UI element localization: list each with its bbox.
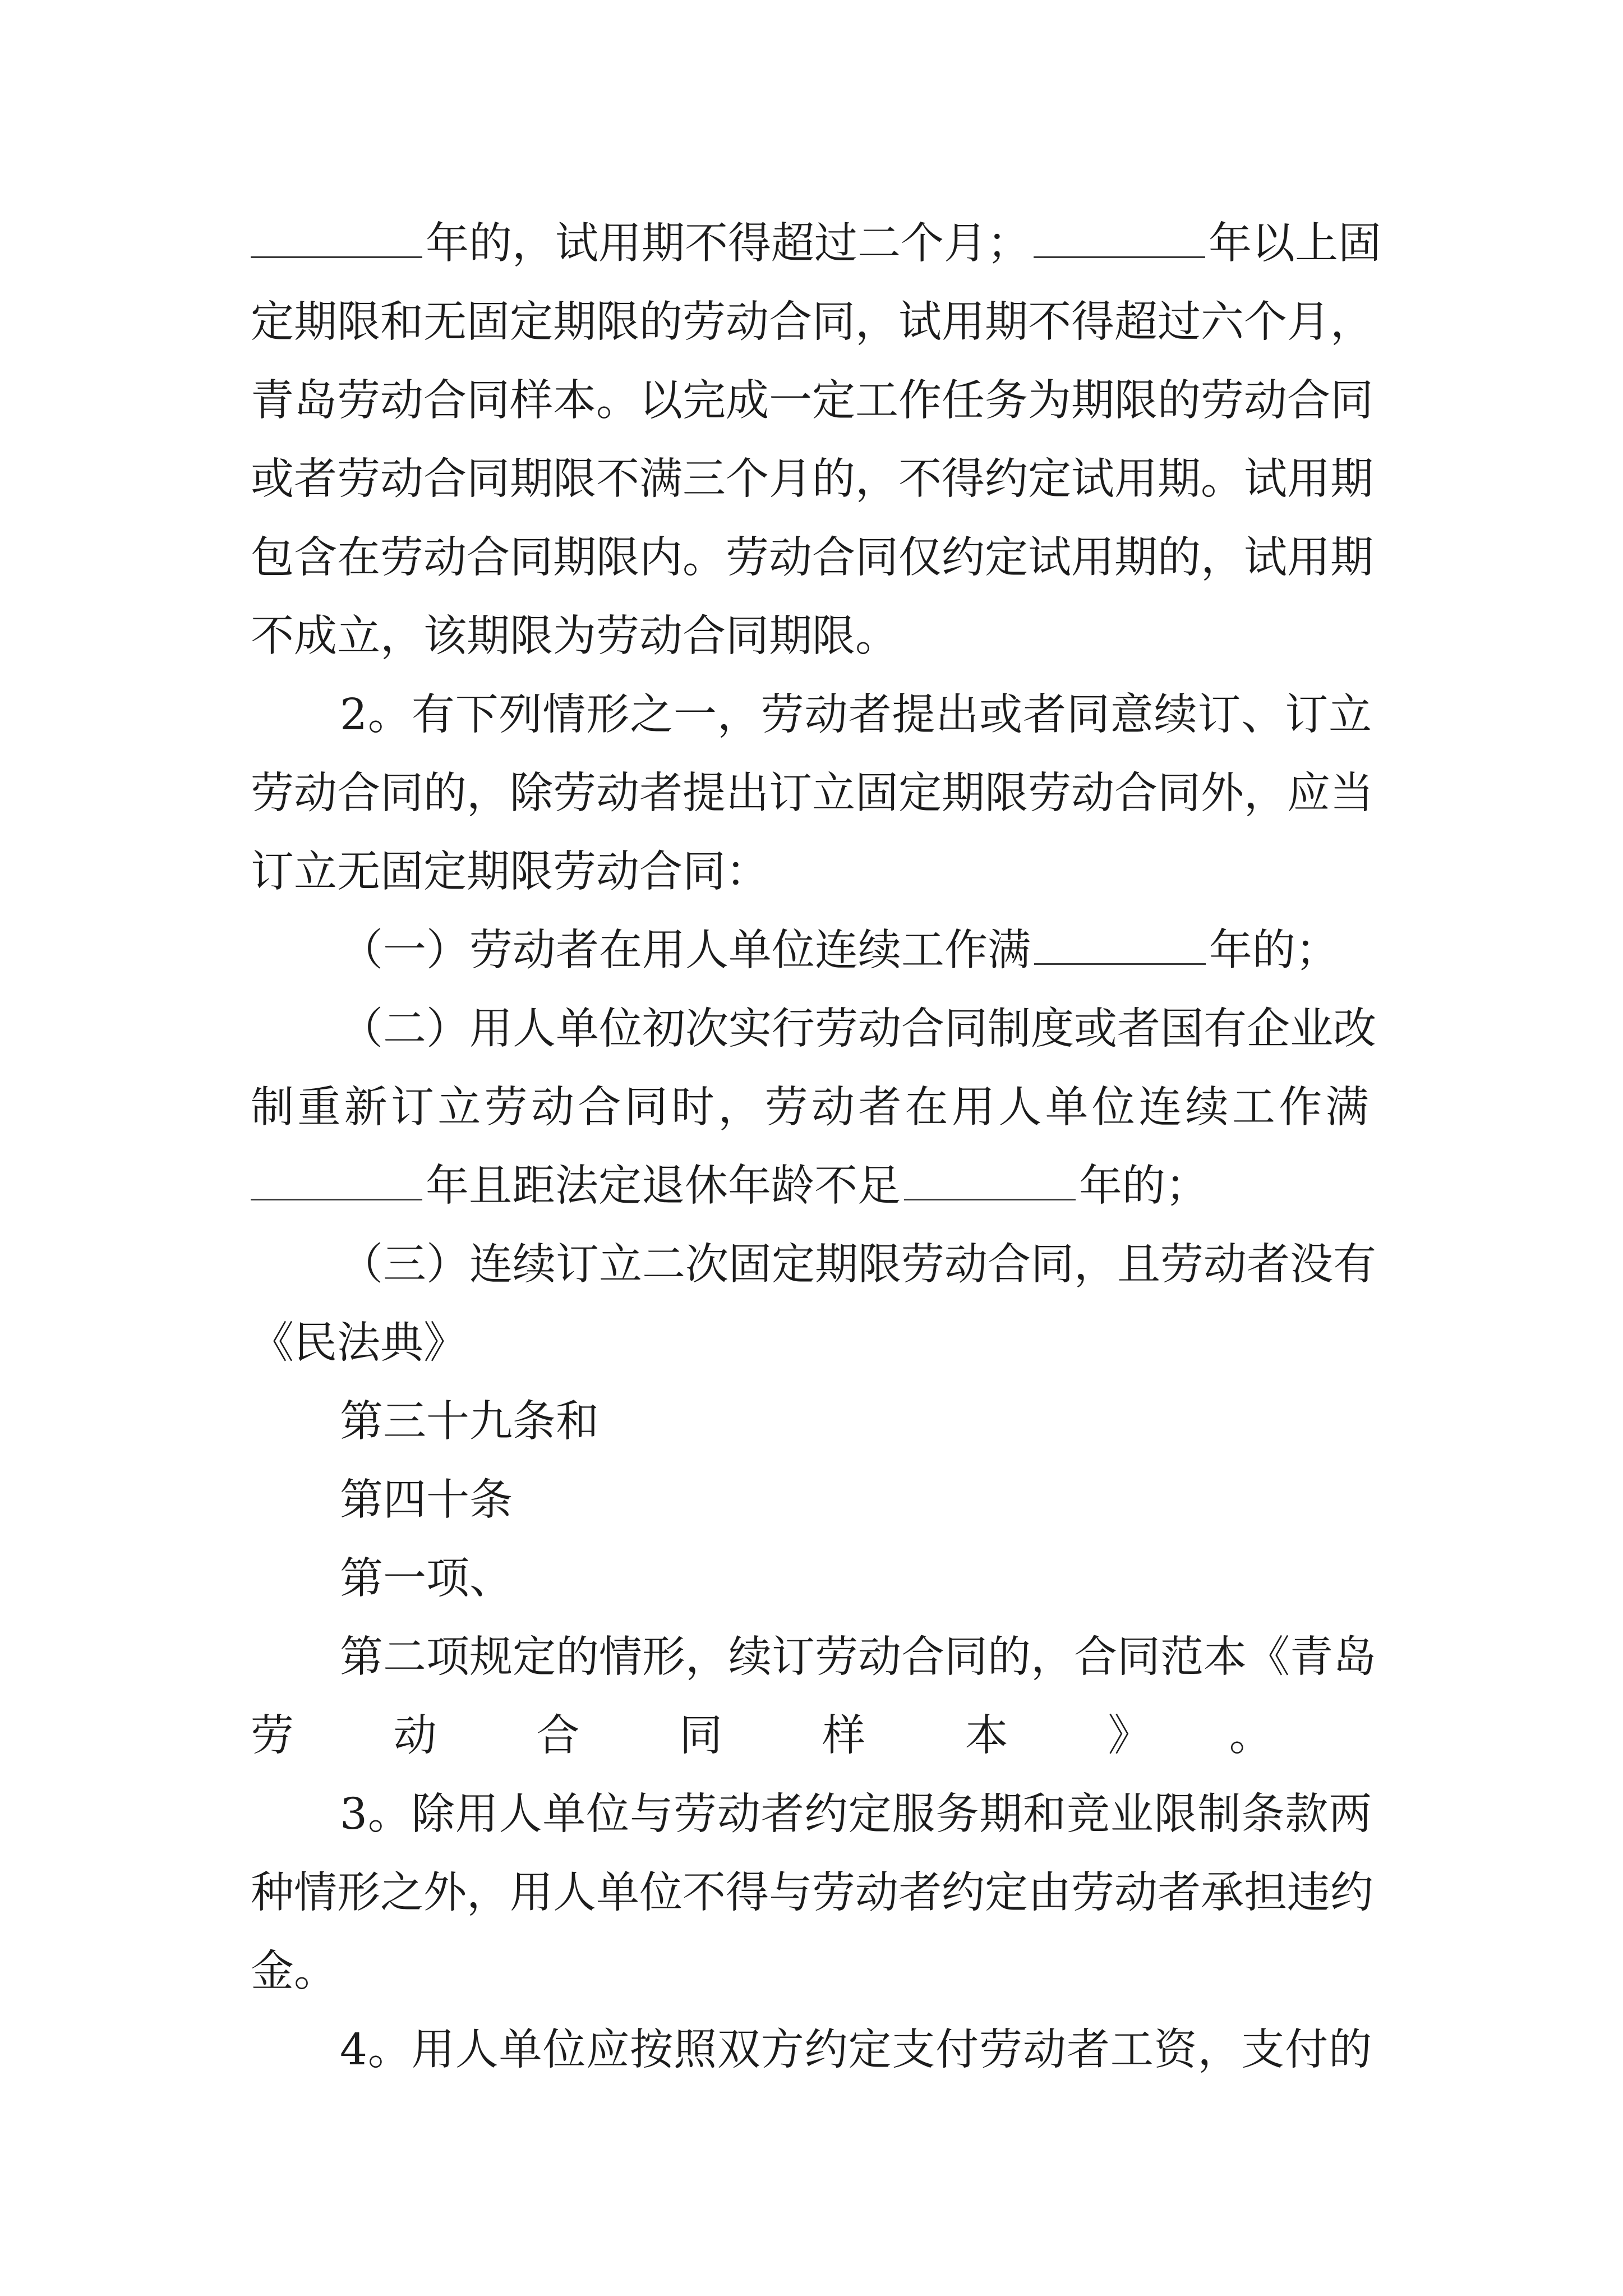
clause-3-line: （三）连续订立二次固定期限劳动合同，且劳动者没有 [340, 1240, 1376, 1290]
text-line-15: 《民法典》 [251, 1318, 467, 1368]
text-segment: 年的，试用期不得超过二个月； [426, 219, 1030, 269]
text-segment: 年且距法定退休年龄不足 [426, 1161, 901, 1211]
text-line-17: 第四十条 [340, 1475, 513, 1525]
text-line-19: 第二项规定的情形，续订劳动合同的，合同范本《青岛 [340, 1632, 1376, 1682]
paragraph-2-start: 2。有下列情形之一，劳动者提出或者同意续订、订立 [340, 690, 1372, 740]
text-line-12: 制重新订立劳动合同时，劳动者在用人单位连续工作满 [251, 1083, 1372, 1133]
text-segment: 年的； [1209, 926, 1339, 976]
text-line-23: 金。 [251, 1947, 337, 1996]
paragraph-4-start: 4。用人单位应按照双方约定支付劳动者工资，支付的 [340, 2025, 1372, 2075]
text-segment: 年以上固 [1209, 219, 1381, 269]
text-line-3: 青岛劳动合同样本。以完成一定工作任务为期限的劳动合同 [251, 376, 1373, 426]
blank-field [1034, 930, 1206, 965]
text-line-13 [251, 1147, 1209, 1226]
text-line-4: 或者劳动合同期限不满三个月的，不得约定试用期。试用期 [251, 454, 1373, 504]
text-segment: 年的； [1079, 1161, 1209, 1211]
clause-2-line: （二）用人单位初次实行劳动合同制度或者国有企业改 [340, 1004, 1376, 1054]
text-line-5: 包含在劳动合同期限内。劳动合同仅约定试用期的，试用期 [251, 533, 1373, 583]
text-line-1 [251, 205, 1381, 283]
blank-field [251, 1165, 422, 1200]
text-line-6: 不成立，该期限为劳动合同期限。 [251, 611, 898, 661]
text-line-16: 第三十九条和 [340, 1397, 599, 1447]
text-line-9: 订立无固定期限劳动合同： [251, 847, 769, 897]
text-line-8: 劳动合同的，除劳动者提出订立固定期限劳动合同外，应当 [251, 769, 1373, 818]
blank-field [904, 1165, 1076, 1200]
blank-field [251, 223, 422, 258]
clause-1-line [340, 912, 1339, 990]
text-segment: （一）劳动者在用人单位连续工作满 [340, 926, 1031, 976]
text-line-2: 定期限和无固定期限的劳动合同，试用期不得超过六个月， [251, 297, 1373, 347]
text-line-22: 种情形之外，用人单位不得与劳动者约定由劳动者承担违约 [251, 1868, 1373, 1918]
paragraph-3-start: 3。除用人单位与劳动者约定服务期和竞业限制条款两 [340, 1789, 1372, 1839]
blank-field [1034, 223, 1205, 258]
text-line-18: 第一项、 [340, 1554, 513, 1604]
text-line-20: 劳动合同样本》。 [251, 1711, 1372, 1761]
